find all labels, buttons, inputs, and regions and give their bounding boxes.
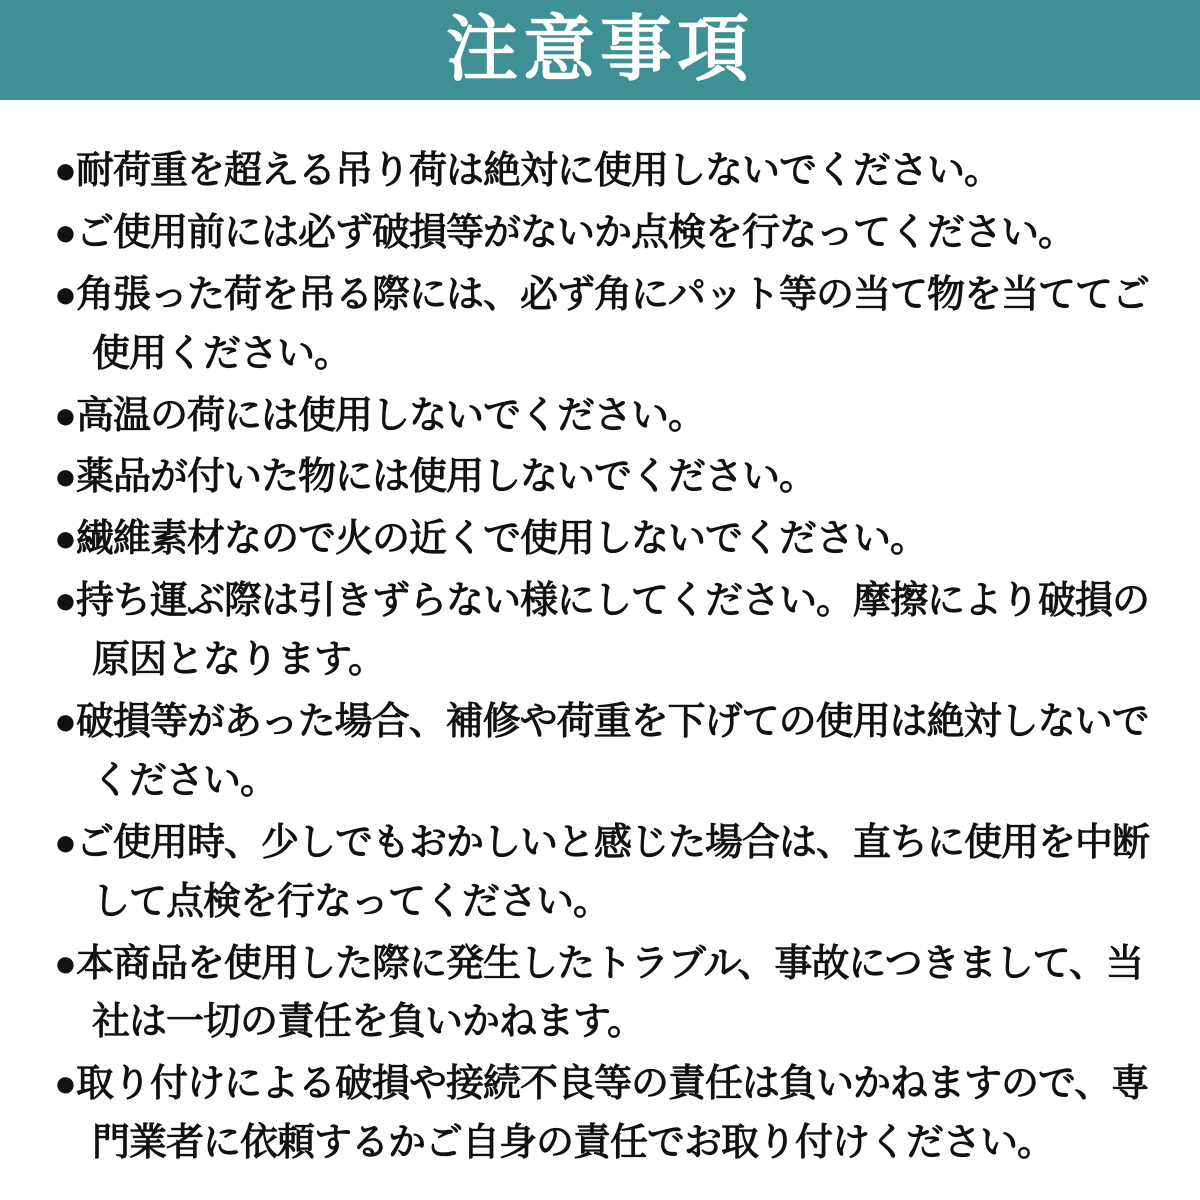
notice-text: 破損等があった場合、補修や荷重を下げての使用は絶対しないでください。 [75, 701, 1149, 802]
notice-item [54, 204, 1152, 263]
bullet-icon: ● [54, 456, 76, 499]
bullet-icon: ● [54, 942, 76, 985]
bullet-icon: ● [54, 518, 76, 561]
notice-item [54, 510, 1152, 569]
notice-text: 角張った荷を吊る際には、必ず角にパット等の当て物を当ててご使用ください。 [75, 273, 1149, 375]
bullet-icon: ● [54, 273, 76, 316]
notice-text: 本商品を使用した際に発生したトラブル、事故につきまして、当社は一切の責任を負いかねます。 [75, 942, 1143, 1044]
notice-text: 繊維素材なので火の近くで使用しないでください。 [75, 518, 927, 561]
notice-item [54, 572, 1152, 690]
bullet-icon: ● [54, 701, 76, 744]
notice-text: 高温の荷には使用しないでください。 [75, 394, 705, 437]
notice-item [54, 266, 1152, 384]
notices-section [0, 100, 1200, 1173]
notice-text: 耐荷重を超える吊り荷は絶対に使用しないでください。 [75, 150, 1001, 192]
notice-list [54, 142, 1152, 1173]
bullet-icon: ● [54, 580, 76, 623]
bullet-icon: ● [54, 211, 76, 254]
notice-item [54, 387, 1152, 446]
notice-item [54, 448, 1152, 507]
notice-item [54, 693, 1152, 811]
notice-item [54, 935, 1152, 1053]
notice-item [54, 814, 1152, 932]
notice-text: ご使用時、少しでもおかしいと感じた場合は、直ちに使用を中断して点検を行なってください。 [75, 821, 1149, 923]
notice-text: 薬品が付いた物には使用しないでください。 [75, 456, 816, 499]
page-title: 注意事項 [445, 10, 754, 90]
notice-text: 持ち運ぶ際は引きずらない様にしてください。摩擦により破損の原因となります。 [75, 580, 1149, 682]
notice-text: ご使用前には必ず破損等がないか点検を行なってください。 [75, 211, 1075, 254]
bullet-icon: ● [54, 1063, 76, 1106]
notice-item [54, 142, 1152, 201]
notice-item [54, 1055, 1152, 1173]
bullet-icon: ● [54, 821, 76, 864]
header-banner [0, 0, 1200, 100]
notice-text: 取り付けによる破損や接続不良等の責任は負いかねますので、専門業者に依頼するかご自身の責任でお取り付けください。 [75, 1063, 1149, 1165]
bullet-icon: ● [54, 394, 76, 437]
bullet-icon: ● [54, 150, 76, 192]
